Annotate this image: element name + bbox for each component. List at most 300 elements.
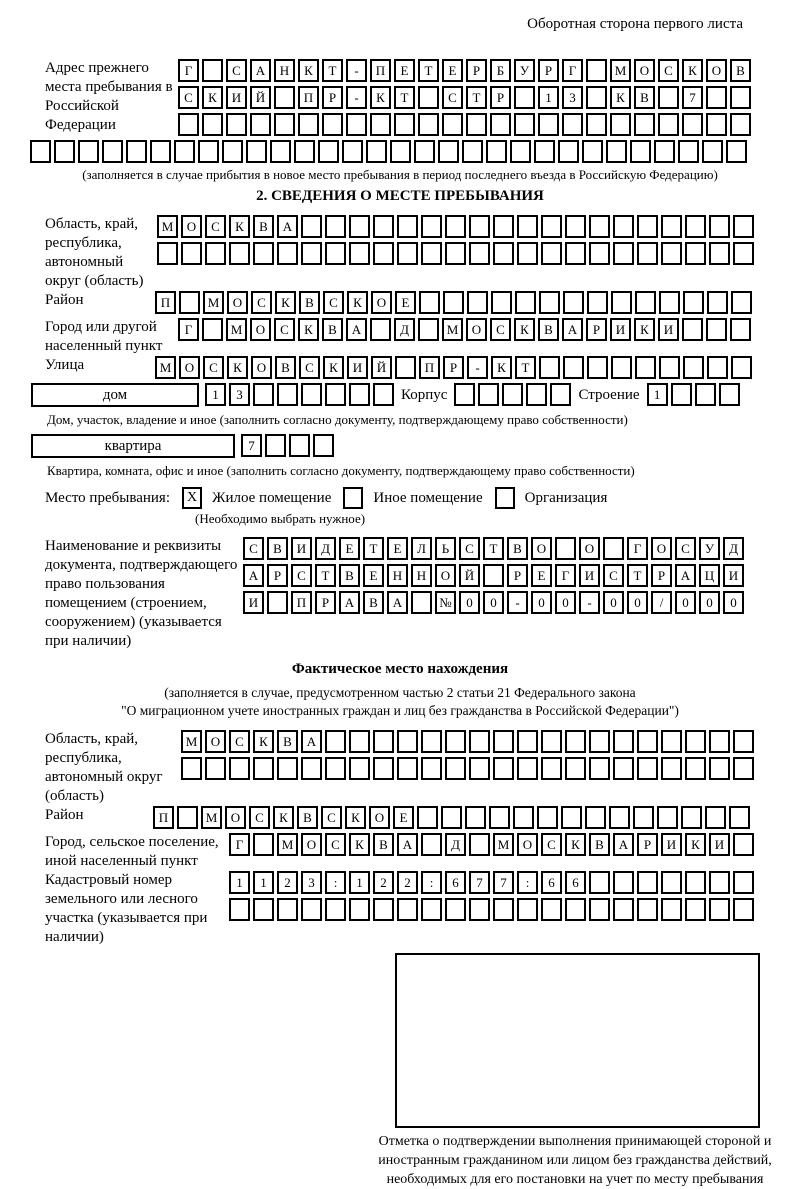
char-cell[interactable] bbox=[313, 434, 334, 457]
char-cell[interactable]: 2 bbox=[397, 871, 418, 894]
char-cell[interactable] bbox=[733, 215, 754, 238]
char-cell[interactable] bbox=[445, 898, 466, 921]
char-cell[interactable] bbox=[229, 757, 250, 780]
organization-checkbox[interactable] bbox=[495, 487, 515, 509]
char-cell[interactable] bbox=[370, 318, 391, 341]
char-cell[interactable] bbox=[325, 242, 346, 265]
char-cell[interactable] bbox=[349, 757, 370, 780]
char-cell[interactable] bbox=[205, 757, 226, 780]
char-cell[interactable]: 1 bbox=[647, 383, 668, 406]
char-cell[interactable] bbox=[325, 215, 346, 238]
char-cell[interactable]: Г bbox=[627, 537, 648, 560]
char-cell[interactable]: 1 bbox=[253, 871, 274, 894]
char-cell[interactable]: Г bbox=[555, 564, 576, 587]
char-cell[interactable] bbox=[678, 140, 699, 163]
char-cell[interactable] bbox=[538, 113, 559, 136]
char-cell[interactable] bbox=[719, 383, 740, 406]
char-cell[interactable]: У bbox=[699, 537, 720, 560]
other-premises-checkbox[interactable] bbox=[343, 487, 363, 509]
char-cell[interactable]: М bbox=[157, 215, 178, 238]
char-cell[interactable]: Т bbox=[315, 564, 336, 587]
char-cell[interactable]: Д bbox=[315, 537, 336, 560]
char-cell[interactable] bbox=[729, 806, 750, 829]
char-cell[interactable] bbox=[157, 242, 178, 265]
char-cell[interactable] bbox=[397, 242, 418, 265]
char-cell[interactable] bbox=[419, 291, 440, 314]
char-cell[interactable]: Ь bbox=[435, 537, 456, 560]
char-cell[interactable] bbox=[205, 242, 226, 265]
char-cell[interactable] bbox=[493, 215, 514, 238]
char-cell[interactable] bbox=[395, 356, 416, 379]
char-cell[interactable]: С bbox=[323, 291, 344, 314]
char-cell[interactable] bbox=[709, 242, 730, 265]
char-cell[interactable]: И bbox=[709, 833, 730, 856]
char-cell[interactable] bbox=[609, 806, 630, 829]
char-cell[interactable]: И bbox=[579, 564, 600, 587]
char-cell[interactable]: С bbox=[291, 564, 312, 587]
char-cell[interactable]: Р bbox=[586, 318, 607, 341]
char-cell[interactable]: М bbox=[442, 318, 463, 341]
char-cell[interactable] bbox=[589, 730, 610, 753]
char-cell[interactable] bbox=[445, 757, 466, 780]
char-cell[interactable] bbox=[421, 898, 442, 921]
char-cell[interactable] bbox=[483, 564, 504, 587]
char-cell[interactable]: К bbox=[275, 291, 296, 314]
char-cell[interactable] bbox=[441, 806, 462, 829]
char-cell[interactable] bbox=[394, 113, 415, 136]
char-cell[interactable] bbox=[349, 898, 370, 921]
char-cell[interactable] bbox=[709, 898, 730, 921]
char-cell[interactable]: О bbox=[371, 291, 392, 314]
char-cell[interactable]: Е bbox=[394, 59, 415, 82]
char-cell[interactable] bbox=[733, 757, 754, 780]
char-cell[interactable]: К bbox=[253, 730, 274, 753]
char-cell[interactable]: К bbox=[349, 833, 370, 856]
char-cell[interactable] bbox=[373, 215, 394, 238]
char-cell[interactable]: К bbox=[610, 86, 631, 109]
char-cell[interactable] bbox=[550, 383, 571, 406]
char-cell[interactable] bbox=[467, 291, 488, 314]
char-cell[interactable] bbox=[325, 383, 346, 406]
char-cell[interactable]: : bbox=[325, 871, 346, 894]
char-cell[interactable] bbox=[657, 806, 678, 829]
char-cell[interactable] bbox=[702, 140, 723, 163]
char-cell[interactable]: М bbox=[155, 356, 176, 379]
char-cell[interactable] bbox=[493, 730, 514, 753]
char-cell[interactable]: П bbox=[155, 291, 176, 314]
char-cell[interactable] bbox=[418, 318, 439, 341]
char-cell[interactable] bbox=[661, 898, 682, 921]
char-cell[interactable]: 1 bbox=[229, 871, 250, 894]
char-cell[interactable]: К bbox=[347, 291, 368, 314]
char-cell[interactable] bbox=[685, 242, 706, 265]
char-cell[interactable]: - bbox=[579, 591, 600, 614]
char-cell[interactable] bbox=[150, 140, 171, 163]
char-cell[interactable]: И bbox=[291, 537, 312, 560]
char-cell[interactable] bbox=[682, 318, 703, 341]
char-cell[interactable] bbox=[418, 113, 439, 136]
char-cell[interactable] bbox=[411, 591, 432, 614]
char-cell[interactable]: 0 bbox=[675, 591, 696, 614]
char-cell[interactable]: Е bbox=[442, 59, 463, 82]
char-cell[interactable]: Р bbox=[466, 59, 487, 82]
char-cell[interactable]: Б bbox=[490, 59, 511, 82]
char-cell[interactable]: В bbox=[275, 356, 296, 379]
char-cell[interactable]: Д bbox=[394, 318, 415, 341]
char-cell[interactable]: О bbox=[651, 537, 672, 560]
char-cell[interactable] bbox=[671, 383, 692, 406]
char-cell[interactable]: Р bbox=[637, 833, 658, 856]
char-cell[interactable] bbox=[661, 730, 682, 753]
char-cell[interactable] bbox=[634, 113, 655, 136]
char-cell[interactable] bbox=[418, 86, 439, 109]
char-cell[interactable] bbox=[706, 86, 727, 109]
char-cell[interactable]: Р bbox=[315, 591, 336, 614]
char-cell[interactable]: Т bbox=[394, 86, 415, 109]
char-cell[interactable]: М bbox=[610, 59, 631, 82]
char-cell[interactable]: П bbox=[291, 591, 312, 614]
char-cell[interactable] bbox=[606, 140, 627, 163]
char-cell[interactable]: В bbox=[730, 59, 751, 82]
char-cell[interactable]: С bbox=[490, 318, 511, 341]
char-cell[interactable] bbox=[589, 757, 610, 780]
char-cell[interactable]: М bbox=[201, 806, 222, 829]
char-cell[interactable]: К bbox=[514, 318, 535, 341]
char-cell[interactable] bbox=[445, 215, 466, 238]
char-cell[interactable]: С bbox=[251, 291, 272, 314]
char-cell[interactable]: - bbox=[346, 59, 367, 82]
char-cell[interactable] bbox=[635, 356, 656, 379]
char-cell[interactable] bbox=[510, 140, 531, 163]
char-cell[interactable]: М bbox=[203, 291, 224, 314]
char-cell[interactable]: 0 bbox=[555, 591, 576, 614]
char-cell[interactable]: М bbox=[181, 730, 202, 753]
char-cell[interactable]: И bbox=[658, 318, 679, 341]
char-cell[interactable]: Й bbox=[250, 86, 271, 109]
char-cell[interactable] bbox=[270, 140, 291, 163]
char-cell[interactable] bbox=[274, 86, 295, 109]
char-cell[interactable] bbox=[563, 291, 584, 314]
char-cell[interactable] bbox=[373, 757, 394, 780]
char-cell[interactable]: 0 bbox=[603, 591, 624, 614]
char-cell[interactable] bbox=[469, 833, 490, 856]
char-cell[interactable] bbox=[301, 215, 322, 238]
char-cell[interactable]: С bbox=[541, 833, 562, 856]
char-cell[interactable]: П bbox=[153, 806, 174, 829]
char-cell[interactable]: К bbox=[227, 356, 248, 379]
char-cell[interactable] bbox=[731, 356, 752, 379]
char-cell[interactable] bbox=[685, 757, 706, 780]
char-cell[interactable]: М bbox=[493, 833, 514, 856]
residential-checkbox[interactable]: X bbox=[182, 487, 202, 509]
char-cell[interactable]: С bbox=[243, 537, 264, 560]
char-cell[interactable] bbox=[562, 113, 583, 136]
char-cell[interactable]: Е bbox=[363, 564, 384, 587]
char-cell[interactable] bbox=[685, 898, 706, 921]
char-cell[interactable] bbox=[253, 242, 274, 265]
char-cell[interactable] bbox=[586, 86, 607, 109]
char-cell[interactable] bbox=[466, 113, 487, 136]
char-cell[interactable] bbox=[637, 242, 658, 265]
char-cell[interactable]: В bbox=[267, 537, 288, 560]
char-cell[interactable] bbox=[658, 86, 679, 109]
char-cell[interactable] bbox=[301, 898, 322, 921]
char-cell[interactable] bbox=[637, 757, 658, 780]
char-cell[interactable]: Т bbox=[466, 86, 487, 109]
char-cell[interactable] bbox=[541, 242, 562, 265]
char-cell[interactable] bbox=[78, 140, 99, 163]
char-cell[interactable]: А bbox=[277, 215, 298, 238]
char-cell[interactable]: А bbox=[339, 591, 360, 614]
char-cell[interactable]: В bbox=[277, 730, 298, 753]
char-cell[interactable] bbox=[582, 140, 603, 163]
char-cell[interactable] bbox=[397, 898, 418, 921]
char-cell[interactable]: - bbox=[467, 356, 488, 379]
char-cell[interactable]: И bbox=[610, 318, 631, 341]
char-cell[interactable]: В bbox=[339, 564, 360, 587]
char-cell[interactable]: Е bbox=[339, 537, 360, 560]
char-cell[interactable] bbox=[589, 871, 610, 894]
char-cell[interactable] bbox=[267, 591, 288, 614]
char-cell[interactable] bbox=[586, 59, 607, 82]
char-cell[interactable] bbox=[514, 113, 535, 136]
char-cell[interactable]: 3 bbox=[562, 86, 583, 109]
char-cell[interactable]: : bbox=[517, 871, 538, 894]
char-cell[interactable] bbox=[565, 898, 586, 921]
char-cell[interactable] bbox=[613, 757, 634, 780]
char-cell[interactable]: К bbox=[370, 86, 391, 109]
char-cell[interactable] bbox=[277, 383, 298, 406]
char-cell[interactable]: П bbox=[298, 86, 319, 109]
char-cell[interactable] bbox=[613, 871, 634, 894]
char-cell[interactable] bbox=[589, 215, 610, 238]
char-cell[interactable] bbox=[325, 898, 346, 921]
char-cell[interactable] bbox=[706, 113, 727, 136]
char-cell[interactable]: Д bbox=[445, 833, 466, 856]
char-cell[interactable]: П bbox=[370, 59, 391, 82]
char-cell[interactable]: К bbox=[323, 356, 344, 379]
char-cell[interactable]: О bbox=[225, 806, 246, 829]
char-cell[interactable] bbox=[274, 113, 295, 136]
char-cell[interactable]: К bbox=[202, 86, 223, 109]
char-cell[interactable] bbox=[661, 242, 682, 265]
char-cell[interactable] bbox=[539, 291, 560, 314]
char-cell[interactable] bbox=[390, 140, 411, 163]
char-cell[interactable]: Й bbox=[459, 564, 480, 587]
char-cell[interactable]: Т bbox=[322, 59, 343, 82]
char-cell[interactable]: О bbox=[205, 730, 226, 753]
char-cell[interactable]: Р bbox=[538, 59, 559, 82]
char-cell[interactable] bbox=[301, 757, 322, 780]
char-cell[interactable] bbox=[611, 356, 632, 379]
char-cell[interactable]: Л bbox=[411, 537, 432, 560]
char-cell[interactable]: А bbox=[301, 730, 322, 753]
char-cell[interactable]: О bbox=[435, 564, 456, 587]
char-cell[interactable]: С bbox=[226, 59, 247, 82]
char-cell[interactable] bbox=[565, 730, 586, 753]
char-cell[interactable]: 1 bbox=[349, 871, 370, 894]
char-cell[interactable]: А bbox=[250, 59, 271, 82]
char-cell[interactable] bbox=[685, 215, 706, 238]
char-cell[interactable] bbox=[442, 113, 463, 136]
char-cell[interactable] bbox=[454, 383, 475, 406]
char-cell[interactable] bbox=[733, 833, 754, 856]
char-cell[interactable]: С bbox=[178, 86, 199, 109]
char-cell[interactable] bbox=[373, 730, 394, 753]
char-cell[interactable] bbox=[555, 537, 576, 560]
char-cell[interactable]: К bbox=[685, 833, 706, 856]
char-cell[interactable]: 7 bbox=[493, 871, 514, 894]
char-cell[interactable]: В bbox=[589, 833, 610, 856]
char-cell[interactable]: 3 bbox=[229, 383, 250, 406]
char-cell[interactable] bbox=[565, 757, 586, 780]
char-cell[interactable] bbox=[517, 242, 538, 265]
char-cell[interactable] bbox=[517, 215, 538, 238]
char-cell[interactable] bbox=[421, 833, 442, 856]
char-cell[interactable] bbox=[683, 291, 704, 314]
char-cell[interactable]: А bbox=[397, 833, 418, 856]
char-cell[interactable] bbox=[611, 291, 632, 314]
char-cell[interactable]: Т bbox=[515, 356, 536, 379]
char-cell[interactable] bbox=[558, 140, 579, 163]
char-cell[interactable]: К bbox=[634, 318, 655, 341]
char-cell[interactable]: О bbox=[251, 356, 272, 379]
char-cell[interactable]: 7 bbox=[469, 871, 490, 894]
char-cell[interactable] bbox=[318, 140, 339, 163]
char-cell[interactable] bbox=[349, 215, 370, 238]
char-cell[interactable]: Г bbox=[178, 318, 199, 341]
char-cell[interactable] bbox=[630, 140, 651, 163]
char-cell[interactable] bbox=[54, 140, 75, 163]
char-cell[interactable] bbox=[250, 113, 271, 136]
char-cell[interactable] bbox=[705, 806, 726, 829]
char-cell[interactable] bbox=[706, 318, 727, 341]
char-cell[interactable]: В bbox=[507, 537, 528, 560]
char-cell[interactable] bbox=[277, 898, 298, 921]
char-cell[interactable] bbox=[613, 730, 634, 753]
char-cell[interactable]: Т bbox=[483, 537, 504, 560]
char-cell[interactable]: О bbox=[531, 537, 552, 560]
char-cell[interactable]: В bbox=[538, 318, 559, 341]
char-cell[interactable] bbox=[469, 242, 490, 265]
char-cell[interactable]: 7 bbox=[241, 434, 262, 457]
char-cell[interactable] bbox=[587, 356, 608, 379]
char-cell[interactable] bbox=[491, 291, 512, 314]
char-cell[interactable] bbox=[349, 383, 370, 406]
char-cell[interactable] bbox=[493, 757, 514, 780]
char-cell[interactable] bbox=[613, 898, 634, 921]
char-cell[interactable] bbox=[589, 898, 610, 921]
char-cell[interactable] bbox=[685, 871, 706, 894]
char-cell[interactable] bbox=[469, 898, 490, 921]
char-cell[interactable] bbox=[733, 871, 754, 894]
char-cell[interactable] bbox=[709, 215, 730, 238]
char-cell[interactable] bbox=[465, 806, 486, 829]
char-cell[interactable]: Е bbox=[531, 564, 552, 587]
char-cell[interactable] bbox=[585, 806, 606, 829]
char-cell[interactable]: К bbox=[229, 215, 250, 238]
char-cell[interactable]: О bbox=[250, 318, 271, 341]
char-cell[interactable] bbox=[683, 356, 704, 379]
char-cell[interactable]: М bbox=[277, 833, 298, 856]
char-cell[interactable] bbox=[253, 757, 274, 780]
char-cell[interactable]: О bbox=[466, 318, 487, 341]
char-cell[interactable]: С bbox=[229, 730, 250, 753]
char-cell[interactable] bbox=[301, 242, 322, 265]
char-cell[interactable] bbox=[731, 291, 752, 314]
char-cell[interactable] bbox=[707, 291, 728, 314]
char-cell[interactable] bbox=[222, 140, 243, 163]
char-cell[interactable]: 0 bbox=[723, 591, 744, 614]
char-cell[interactable] bbox=[633, 806, 654, 829]
char-cell[interactable]: Е bbox=[395, 291, 416, 314]
char-cell[interactable] bbox=[654, 140, 675, 163]
char-cell[interactable]: С bbox=[675, 537, 696, 560]
char-cell[interactable] bbox=[325, 730, 346, 753]
char-cell[interactable] bbox=[469, 730, 490, 753]
char-cell[interactable] bbox=[414, 140, 435, 163]
char-cell[interactable]: С bbox=[321, 806, 342, 829]
char-cell[interactable]: 1 bbox=[538, 86, 559, 109]
char-cell[interactable]: О bbox=[706, 59, 727, 82]
char-cell[interactable] bbox=[301, 383, 322, 406]
char-cell[interactable]: Е bbox=[393, 806, 414, 829]
char-cell[interactable]: А bbox=[243, 564, 264, 587]
char-cell[interactable]: В bbox=[297, 806, 318, 829]
char-cell[interactable]: А bbox=[387, 591, 408, 614]
char-cell[interactable] bbox=[613, 242, 634, 265]
char-cell[interactable] bbox=[539, 356, 560, 379]
char-cell[interactable]: А bbox=[613, 833, 634, 856]
char-cell[interactable] bbox=[102, 140, 123, 163]
char-cell[interactable] bbox=[417, 806, 438, 829]
char-cell[interactable] bbox=[178, 113, 199, 136]
char-cell[interactable] bbox=[277, 242, 298, 265]
char-cell[interactable]: К bbox=[565, 833, 586, 856]
char-cell[interactable]: № bbox=[435, 591, 456, 614]
char-cell[interactable]: Н bbox=[411, 564, 432, 587]
char-cell[interactable] bbox=[541, 730, 562, 753]
char-cell[interactable] bbox=[438, 140, 459, 163]
char-cell[interactable]: О bbox=[634, 59, 655, 82]
char-cell[interactable] bbox=[445, 242, 466, 265]
char-cell[interactable]: О bbox=[301, 833, 322, 856]
char-cell[interactable] bbox=[563, 356, 584, 379]
char-cell[interactable] bbox=[421, 215, 442, 238]
char-cell[interactable]: О bbox=[181, 215, 202, 238]
char-cell[interactable]: Н bbox=[274, 59, 295, 82]
char-cell[interactable] bbox=[637, 215, 658, 238]
char-cell[interactable] bbox=[202, 59, 223, 82]
char-cell[interactable]: О bbox=[227, 291, 248, 314]
char-cell[interactable]: С bbox=[442, 86, 463, 109]
char-cell[interactable] bbox=[445, 730, 466, 753]
char-cell[interactable]: Й bbox=[371, 356, 392, 379]
char-cell[interactable]: В bbox=[373, 833, 394, 856]
char-cell[interactable] bbox=[373, 383, 394, 406]
char-cell[interactable]: 6 bbox=[541, 871, 562, 894]
char-cell[interactable]: 0 bbox=[699, 591, 720, 614]
char-cell[interactable] bbox=[289, 434, 310, 457]
char-cell[interactable] bbox=[342, 140, 363, 163]
char-cell[interactable] bbox=[565, 242, 586, 265]
char-cell[interactable]: 1 bbox=[205, 383, 226, 406]
char-cell[interactable] bbox=[730, 86, 751, 109]
char-cell[interactable] bbox=[229, 898, 250, 921]
char-cell[interactable]: И bbox=[243, 591, 264, 614]
char-cell[interactable] bbox=[226, 113, 247, 136]
char-cell[interactable] bbox=[349, 730, 370, 753]
